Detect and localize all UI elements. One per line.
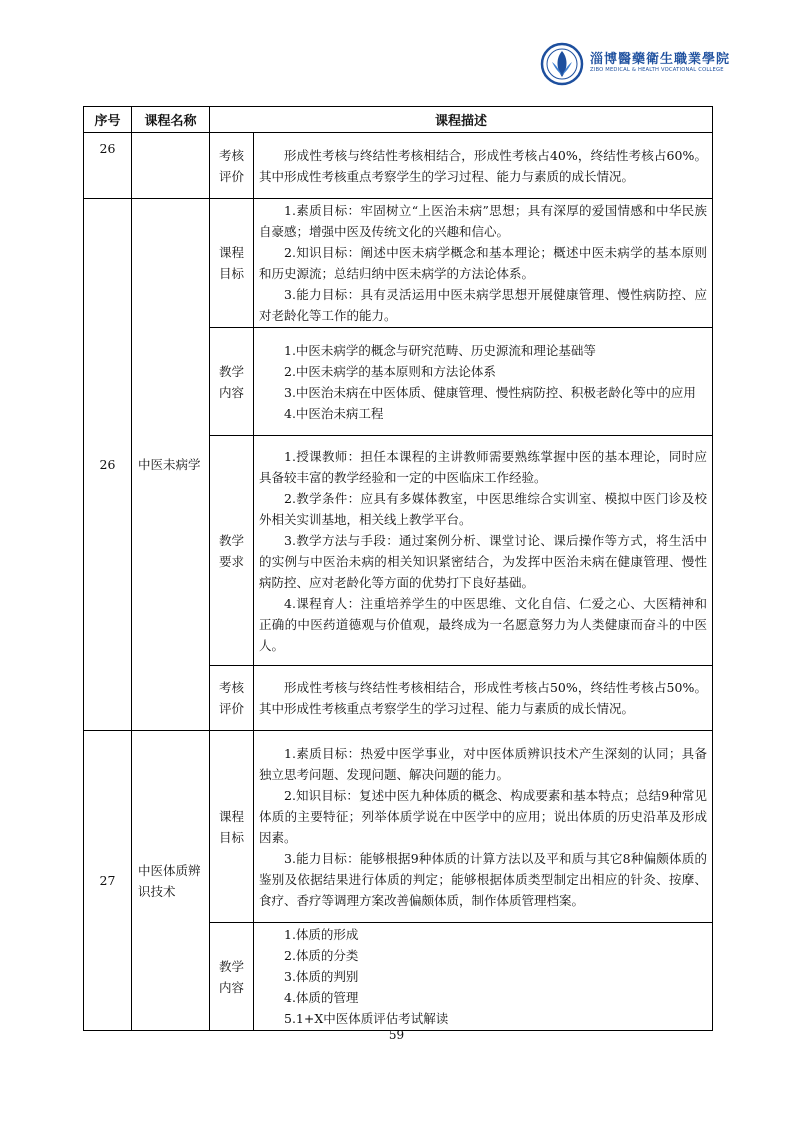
description-line: 1.素质目标：牢固树立“上医治未病”思想；具有深厚的爱国情感和中华民族自豪感；增强中医及传统文化的兴趣和信心。 bbox=[259, 203, 708, 239]
description-line: 3.能力目标：具有灵活运用中医未病学思想开展健康管理、慢性病防控、应对老龄化等工作的能力。 bbox=[259, 287, 708, 323]
eval-description bbox=[254, 666, 713, 731]
page-number: 59 bbox=[388, 1028, 405, 1042]
header-name: 课程名称 bbox=[132, 107, 210, 133]
course-number-cell: 26 bbox=[84, 133, 132, 199]
sub-label-content: 教学内容 bbox=[210, 923, 254, 1031]
eval-description bbox=[254, 133, 713, 199]
description-line: 2.知识目标：阐述中医未病学概念和基本理论；概述中医未病学的基本原则和历史源流；总结归纳中医未病学的方法论体系。 bbox=[259, 245, 708, 281]
description-line: 形成性考核与终结性考核相结合，形成性考核占40%，终结性考核占60%。其中形成性考核重点考察学生的学习过程、能力与素质的成长情况。 bbox=[259, 147, 708, 184]
description-line: 3.能力目标：能够根据9种体质的计算方法以及平和质与其它8种偏颇体质的鉴别及依据结果进行体质的判定；能够根据体质类型制定出相应的针灸、按摩、食疗、香疗等调理方案改善偏颇体质，制作体质管理档案。 bbox=[259, 850, 708, 908]
table-row bbox=[84, 731, 713, 923]
course-table bbox=[83, 106, 713, 1031]
college-emblem-icon bbox=[540, 42, 584, 86]
description-line: 3.教学方法与手段：通过案例分析、课堂讨论、课后操作等方式，将生活中的实例与中医治未病的相关知识紧密结合，为发挥中医治未病在健康管理、慢性病防控、应对老龄化等方面的优势打下良好基础。 bbox=[259, 532, 708, 590]
description-line: 1.素质目标：热爱中医学事业，对中医体质辨识技术产生深刻的认同；具备独立思考问题、发现问题、解决问题的能力。 bbox=[259, 745, 708, 782]
college-name-cn: 淄博醫藥衛生職業學院 bbox=[590, 52, 731, 67]
college-logo bbox=[540, 42, 760, 86]
description-line: 形成性考核与终结性考核相结合，形成性考核占50%，终结性考核占50%。其中形成性考核重点考察学生的学习过程、能力与素质的成长情况。 bbox=[259, 680, 708, 716]
content-description bbox=[254, 328, 713, 436]
description-line: 3.中医治未病在中医体质、健康管理、慢性病防控、积极老龄化等中的应用 bbox=[284, 384, 696, 400]
table-row bbox=[84, 133, 713, 199]
sub-label-goal: 课程目标 bbox=[210, 199, 254, 328]
description-line: 2.教学条件：应具有多媒体教室，中医思维综合实训室、模拟中医门诊及校外相关实训基地，相关线上教学平台。 bbox=[259, 490, 708, 527]
header-desc: 课程描述 bbox=[210, 107, 713, 133]
description-line: 1.授课教师：担任本课程的主讲教师需要熟练掌握中医的基本理论，同时应具备较丰富的教学经验和一定的中医临床工作经验。 bbox=[259, 448, 708, 485]
course-name-cell: 中医未病学 bbox=[132, 199, 210, 731]
description-line: 4.体质的管理 bbox=[284, 990, 359, 1005]
header-num: 序号 bbox=[84, 107, 132, 133]
description-line: 2.知识目标：复述中医九种体质的概念、构成要素和基本特点；总结9种常见体质的主要特征；列举体质学说在中医学中的应用；说出体质的历史沿革及形成因素。 bbox=[259, 787, 708, 845]
sub-label-eval: 考核评价 bbox=[210, 666, 254, 731]
description-line: 1.中医未病学的概念与研究范畴、历史源流和理论基础等 bbox=[284, 342, 596, 358]
sub-label-goal: 课程目标 bbox=[210, 731, 254, 923]
course-number-cell: 26 bbox=[84, 199, 132, 731]
goal-description bbox=[254, 731, 713, 923]
course-name-cell bbox=[132, 133, 210, 199]
college-name-en: ZIBO MEDICAL & HEALTH VOCATIONAL COLLEGE bbox=[590, 67, 724, 73]
description-line: 5.1+X中医体质评估考试解读 bbox=[284, 1011, 449, 1026]
content-description bbox=[254, 923, 713, 1031]
table-row bbox=[84, 199, 713, 328]
course-number-cell: 27 bbox=[84, 731, 132, 1031]
sub-label-content: 教学内容 bbox=[210, 328, 254, 436]
table-header-row bbox=[84, 107, 713, 133]
sub-label-eval: 考核评价 bbox=[210, 133, 254, 199]
goal-description bbox=[254, 199, 713, 328]
req-description bbox=[254, 436, 713, 666]
sub-label-req: 教学要求 bbox=[210, 436, 254, 666]
description-line: 1.体质的形成 bbox=[284, 927, 359, 942]
description-line: 3.体质的判别 bbox=[284, 969, 359, 984]
course-name-cell: 中医体质辨识技术 bbox=[132, 731, 210, 1031]
description-line: 2.中医未病学的基本原则和方法论体系 bbox=[284, 363, 496, 379]
description-line: 4.课程育人：注重培养学生的中医思维、文化自信、仁爱之心、大医精神和正确的中医药道德观与价值观，最终成为一名愿意努力为人类健康而奋斗的中医人。 bbox=[259, 595, 708, 653]
description-line: 2.体质的分类 bbox=[284, 948, 359, 963]
description-line: 4.中医治未病工程 bbox=[284, 405, 384, 421]
